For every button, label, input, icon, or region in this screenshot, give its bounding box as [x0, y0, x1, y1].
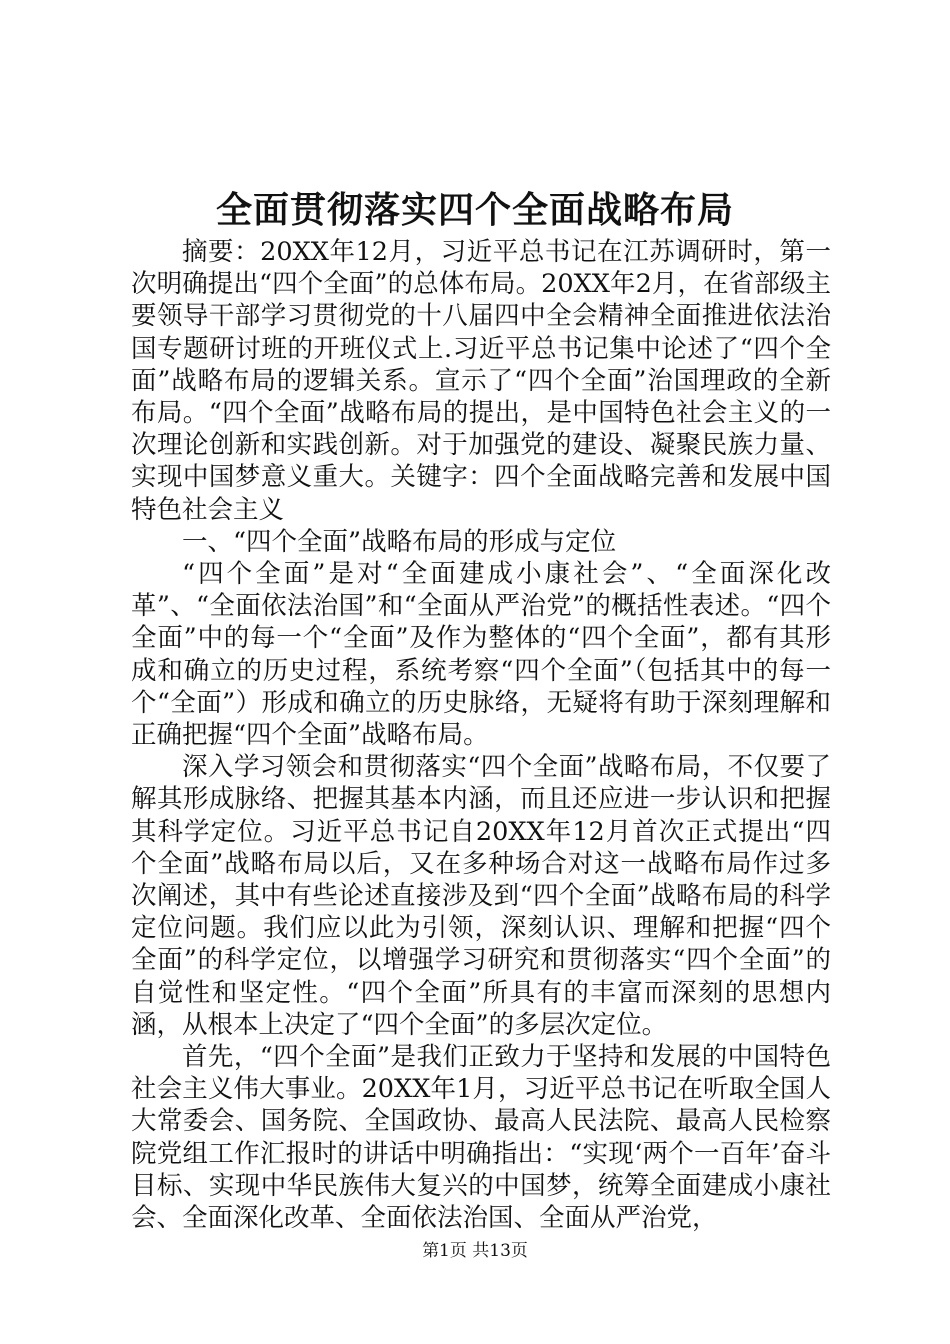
- body-paragraph: 首先，“四个全面”是我们正致力于坚持和发展的中国特色社会主义伟大事业。20XX年1月，习近平总书记在听取全国人大常委会、国务院、全国政协、最高人民法院、最高人民检察院党组工作汇报时的讲话中明确指出：“实现‘两个一百年’奋斗目标、实现中华民族伟大复兴的中国梦，统筹全面建成小康社会、全面深化改革、全面依法治国、全面从严治党，: [131, 1042, 831, 1234]
- document-title: 全面贯彻落实四个全面战略布局: [215, 189, 734, 231]
- page-footer: 第1页 共13页: [422, 1241, 528, 1261]
- section-heading: 一、“四个全面”战略布局的形成与定位: [182, 526, 617, 557]
- body-paragraph: 深入学习领会和贯彻落实“四个全面”战略布局，不仅要了解其形成脉络、把握其基本内涵，而且还应进一步认识和把握其科学定位。习近平总书记自20XX年12月首次正式提出“四个全面”战略布局以后，又在多种场合对这一战略布局作过多次阐述，其中有些论述直接涉及到“四个全面”战略布局的科学定位问题。我们应以此为引领，深刻认识、理解和把握“四个全面”的科学定位，以增强学习研究和贯彻落实“四个全面”的自觉性和坚定性。“四个全面”所具有的丰富而深刻的思想内涵，从根本上决定了“四个全面”的多层次定位。: [131, 752, 831, 1040]
- abstract-paragraph: 摘要：20XX年12月，习近平总书记在江苏调研时，第一次明确提出“四个全面”的总体布局。20XX年2月，在省部级主要领导干部学习贯彻党的十八届四中全会精神全面推进依法治国专题研讨班的开班仪式上.习近平总书记集中论述了“四个全面”战略布局的逻辑关系。宣示了“四个全面”治国理政的全新布局。“四个全面”战略布局的提出，是中国特色社会主义的一次理论创新和实践创新。对于加强党的建设、凝聚民族力量、实现中国梦意义重大。关键字：四个全面战略完善和发展中国特色社会主义: [131, 237, 831, 525]
- document-body: [131, 236, 831, 1234]
- body-paragraph: “四个全面”是对“全面建成小康社会”、“全面深化改革”、“全面依法治国”和“全面从严治党”的概括性表述。“四个全面”中的每一个“全面”及作为整体的“四个全面”，都有其形成和确立的历史过程，系统考察“四个全面”（包括其中的每一个“全面”）形成和确立的历史脉络，无疑将有助于深刻理解和正确把握“四个全面”战略布局。: [131, 559, 831, 751]
